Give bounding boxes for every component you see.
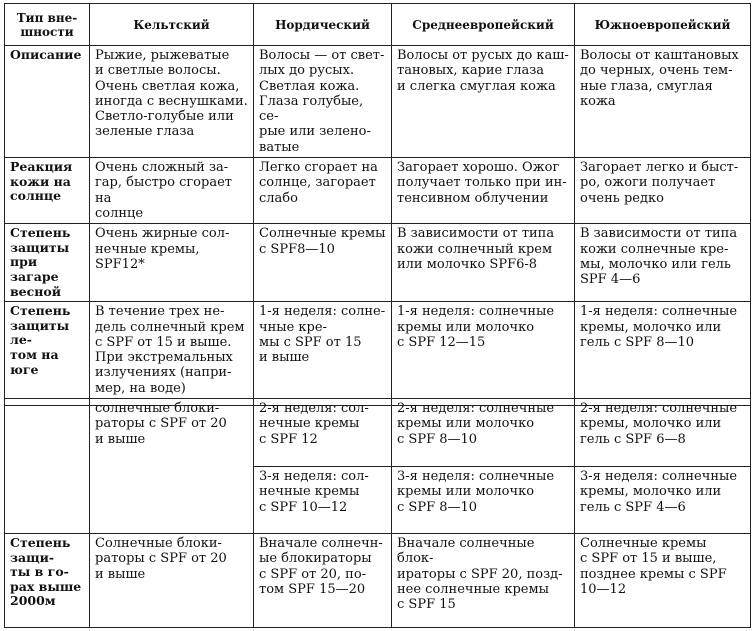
row-label: Описание — [5, 46, 90, 158]
table-row — [5, 46, 751, 158]
header-south-european: Южноевропейский — [575, 4, 751, 46]
table-cell: Солнечные кремы с SPF от 15 и выше, позднее кремы с SPF 10—12 — [575, 534, 751, 628]
table-row — [5, 224, 751, 302]
table-cell: В зависимости от типа кожи солнечный крем или молочко SPF6-8 — [392, 224, 575, 302]
table-cell: В течение трех не- дель солнечный крем с SPF от 15 и выше. При экстремальных излучениях (напри- мер, на воде) — [90, 302, 254, 406]
table-cell: солнечные блоки- раторы с SPF от 20 и выше — [90, 399, 254, 534]
row-label: Степень защиты при загаре весной — [5, 224, 90, 302]
table-cell: Солнечные блоки- раторы с SPF от 20 и выше — [90, 534, 254, 628]
row-label: Реакция кожи на солнце — [5, 158, 90, 224]
table-cell: 2-я неделя: солнечные кремы или молочко с SPF 8—10 — [392, 399, 575, 467]
table-cell: В зависимости от типа кожи солнечные кре- мы, молочко или гель SPF 4—6 — [575, 224, 751, 302]
empty-cell — [5, 399, 90, 534]
table-row — [5, 534, 751, 628]
row-label: Степень защи- ты в го- рах выше 2000м — [5, 534, 90, 628]
header-skin-type: Тип вне- шности — [5, 4, 90, 46]
table-cell: Рыжие, рыжеватые и светлые волосы. Очень светлая кожа, иногда с веснушками. Светло-голубые или зеленые глаза — [90, 46, 254, 158]
header-row — [5, 4, 751, 46]
table-cell: Очень жирные сол- нечные кремы, SPF12* — [90, 224, 254, 302]
table-cell: Очень сложный за- гар, быстро сгорает на солнце — [90, 158, 254, 224]
header-central-european: Среднеевропейский — [392, 4, 575, 46]
table-cell: 3-я неделя: сол- нечные кремы с SPF 10—12 — [254, 467, 392, 534]
table-cell: Солнечные кремы с SPF8—10 — [254, 224, 392, 302]
table-cell: 1-я неделя: солнечные кремы, молочко или гель с SPF 8—10 — [575, 302, 751, 406]
table-cell: Волосы — от свет- лых до русых. Светлая кожа. Глаза голубые, се- рые или зелено- ватые — [254, 46, 392, 158]
header-celtic: Кельтский — [90, 4, 254, 46]
table-cell: Загорает легко и быст- ро, ожоги получает очень редко — [575, 158, 751, 224]
table-cell: Волосы от русых до каш- тановых, карие глаза и слегка смуглая кожа — [392, 46, 575, 158]
header-nordic: Нордический — [254, 4, 392, 46]
table-row — [5, 158, 751, 224]
table-row — [5, 399, 751, 467]
table-cell: 2-я неделя: сол- нечные кремы с SPF 12 — [254, 399, 392, 467]
table-cell: Загорает хорошо. Ожог получает только при ин- тенсивном облучении — [392, 158, 575, 224]
table-cell: Вначале солнечные блок- ираторы с SPF 20, позд- нее солнечные кремы с SPF 15 — [392, 534, 575, 628]
row-label: Степень защиты ле- том на юге — [5, 302, 90, 406]
sun-protection-table-continued — [4, 398, 751, 628]
table-cell: 3-я неделя: солнечные кремы, молочко или гель с SPF 4—6 — [575, 467, 751, 534]
table-cell: 3-я неделя: солнечные кремы или молочко с SPF 8—10 — [392, 467, 575, 534]
table-cell: Волосы от каштановых до черных, очень тем- ные глаза, смуглая кожа — [575, 46, 751, 158]
sun-protection-table — [4, 3, 751, 406]
table-cell: 2-я неделя: солнечные кремы, молочко или гель с SPF 6—8 — [575, 399, 751, 467]
table-cell: 1-я неделя: солне- чные кре- мы с SPF от 15 и выше — [254, 302, 392, 406]
table-row — [5, 302, 751, 406]
table-cell: Вначале солнечн- ые блокираторы с SPF от 20, по- том SPF 15—20 — [254, 534, 392, 628]
table-cell: 1-я неделя: солнечные кремы или молочко с SPF 12—15 — [392, 302, 575, 406]
table-cell: Легко сгорает на солнце, загорает слабо — [254, 158, 392, 224]
